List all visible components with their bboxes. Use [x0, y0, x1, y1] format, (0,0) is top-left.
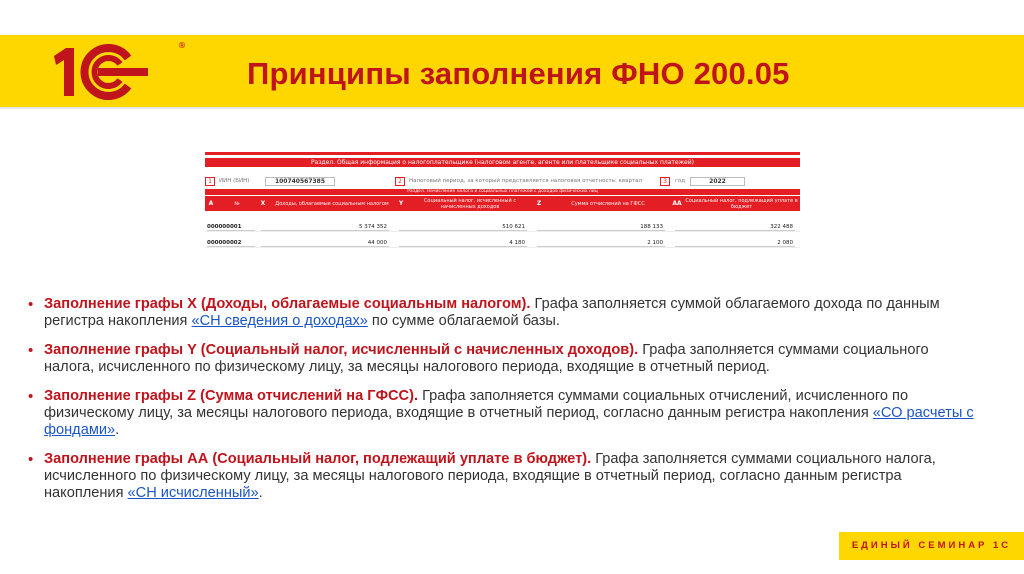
- bullet-heading: Заполнение графы Y (Социальный налог, исчисленный с начисленных доходов).: [44, 342, 639, 358]
- header-divider: [0, 107, 1024, 109]
- form-section2-title: Раздел. Начисление налога и социальных платежей с доходов физических лиц: [205, 189, 800, 195]
- registered-mark: ®: [178, 41, 186, 50]
- form-section1-title: Раздел. Общая информация о налогоплательщике (налоговом агенте, агенте или плательщике социальных платежей): [205, 158, 800, 167]
- form-column-headers: [205, 196, 800, 211]
- row-z: 2 100: [537, 239, 665, 247]
- link-so-fund-settlements[interactable]: «СО расчеты с фондами»: [44, 405, 974, 438]
- fno-form-image: [205, 150, 800, 254]
- form-header-fields: [205, 177, 800, 187]
- 1c-logo-icon: [40, 38, 158, 102]
- bullet-heading: Заполнение графы X (Доходы, облагаемые социальным налогом).: [44, 296, 531, 312]
- field3-value: 2022: [690, 177, 745, 186]
- row-aa: 322 488: [675, 223, 795, 231]
- row-id: 000000002: [207, 239, 255, 247]
- field1-label: ИИН (БИН): [219, 178, 250, 184]
- bullet-text-end: по сумме облагаемой базы.: [367, 313, 560, 329]
- bullet-column-y: [26, 342, 976, 376]
- table-row: [205, 222, 800, 232]
- column-y: Y Социальный налог, исчисленный с начисленных доходов: [398, 197, 517, 210]
- column-aa: AA Социальный налог, подлежащий уплате в бюджет: [672, 197, 798, 210]
- row-y: 510 621: [399, 223, 527, 231]
- row-x: 5 374 352: [261, 223, 389, 231]
- field3-label: год: [675, 178, 686, 184]
- bullet-heading: Заполнение графы Z (Сумма отчислений на ГФСС).: [44, 388, 419, 404]
- bullet-text-end: .: [115, 422, 120, 438]
- row-x: 44 000: [261, 239, 389, 247]
- row-aa: 2 080: [675, 239, 795, 247]
- table-row: [205, 238, 800, 248]
- field1-value: 100740567385: [265, 177, 335, 186]
- bullet-column-aa: [26, 451, 976, 502]
- field2-number: 2: [395, 177, 405, 186]
- bullet-text: Графа заполняется суммами социального налога, исчисленного по физическому лицу, за месяцы налогового периода, входящие в отчетный период, согласно данным регистра накопления: [44, 451, 936, 501]
- row-id: 000000001: [207, 223, 255, 231]
- bullet-list: [26, 296, 976, 514]
- bullet-text: Графа заполняется суммами социального налога, исчисленного по физическому лицу, за месяцы налогового периода, входящие в отчетный период.: [44, 342, 929, 375]
- field3-number: 3: [660, 177, 670, 186]
- form-top-rule: [205, 152, 800, 155]
- field1-number: 1: [205, 177, 215, 186]
- column-z: Z Сумма отчислений на ГФСС: [536, 199, 645, 207]
- seminar-badge: ЕДИНЫЙ СЕМИНАР 1С: [839, 532, 1024, 560]
- column-x: X Доходы, облагаемые социальным налогом: [260, 199, 389, 207]
- row-y: 4 180: [399, 239, 527, 247]
- link-sn-income-data[interactable]: «СН сведения о доходах»: [191, 313, 368, 329]
- bullet-heading: Заполнение графы АА (Социальный налог, подлежащий уплате в бюджет).: [44, 451, 592, 467]
- bullet-text: Графа заполняется суммой облагаемого дохода по данным регистра накопления: [44, 296, 940, 329]
- bullet-text-end: .: [258, 485, 263, 501]
- link-sn-calculated[interactable]: «СН исчисленный»: [127, 485, 259, 501]
- bullet-text: Графа заполняется суммами социальных отчислений, исчисленного по физическому лицу, за месяцы налогового периода, входящие в отчетный период, согласно данным регистра накопления: [44, 388, 909, 421]
- bullet-column-z: [26, 388, 976, 439]
- column-a: A №: [208, 199, 240, 207]
- row-z: 188 133: [537, 223, 665, 231]
- slide-title: Принципы заполнения ФНО 200.05: [247, 56, 790, 91]
- field2-label: Налоговый период, за который представляется налоговая отчетность: квартал: [409, 178, 643, 184]
- 1c-logo: [40, 38, 186, 102]
- bullet-column-x: [26, 296, 976, 330]
